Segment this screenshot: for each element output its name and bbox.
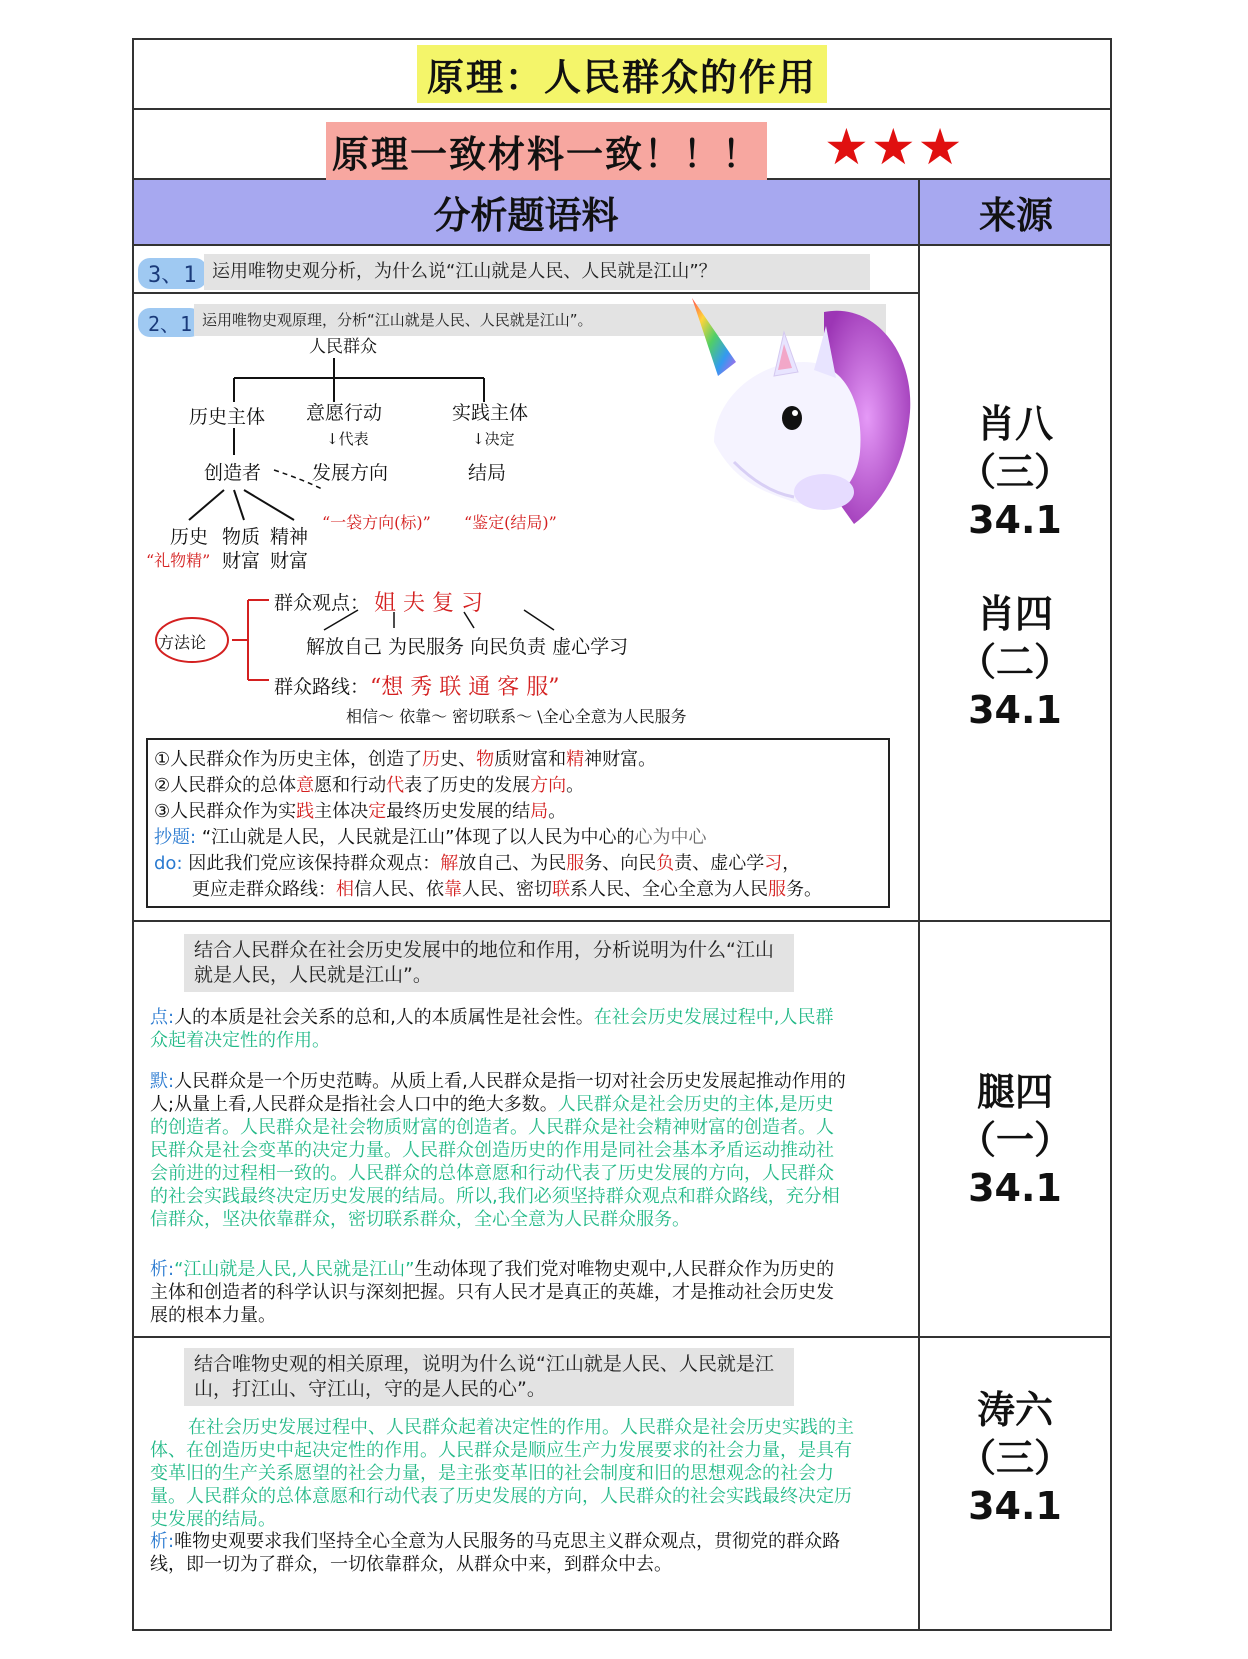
mo-paragraph: 默:人民群众是一个历史范畴。从质上看,人民群众是指一切对社会历史发展起推动作用的人;从量上看,人民群众是指社会人口中的绝大多数。人民群众是社会历史的主体,是历史的创造者。人民群众是社会物质财富的创造者。人民群众是社会精神财富的创造者。人民群众是社会变革的决定力量。人民群众创造历史的作用是同社会基本矛盾运动推动社会前进的过程相一致的。人民群众的总体意愿和行动代表了历史发展的方向，人民群众的社会实践最终决定历史发展的结局。所以,我们必须坚持群众观点和群众路线，充分相信群众，坚决依靠群众，密切联系群众，全心全意为人民群众服务。 — [150, 1071, 846, 1230]
star-rating: ★★★ — [824, 118, 965, 176]
mindmap-node: 财富 — [222, 550, 261, 572]
question-1: 运用唯物史观分析，为什么说“江山就是人民、人民就是江山”？ — [204, 254, 870, 290]
mindmap-mnemonic: “礼物精” — [146, 551, 211, 570]
mindmap-mnemonic: “鉴定(结局)” — [464, 513, 557, 532]
title-row — [134, 40, 1110, 110]
source-label: （三） — [957, 450, 1072, 494]
mindmap-node: 实践主体 — [452, 402, 529, 424]
divider — [134, 1336, 1110, 1338]
source-label: （二） — [957, 640, 1072, 684]
mindmap-root: 人民群众 — [309, 337, 377, 357]
source-number: 34.1 — [968, 1166, 1062, 1210]
mindmap-node: 历史主体 — [189, 406, 266, 428]
source-number: 34.1 — [968, 688, 1062, 732]
header-analysis: 分析题语料 — [433, 194, 619, 237]
header-source: 来源 — [918, 180, 1112, 244]
question-number: 2、1 — [138, 308, 202, 337]
mindmap-node: 相信～ 依靠～ 密切联系～ \全心全意为人民服务 — [346, 707, 687, 726]
subtitle: 原理一致材料一致！！！ — [326, 122, 767, 180]
mindmap-mnemonic: 姐 夫 复 习 — [374, 591, 483, 616]
mindmap-mnemonic: “想 秀 联 通 客 服” — [370, 675, 560, 700]
point-1: ①人民群众作为历史主体，创造了历史、物质财富和精神财富。 — [154, 749, 657, 770]
mindmap-node: 创造者 — [204, 462, 262, 484]
mindmap-node: 结局 — [468, 462, 507, 484]
mindmap-node: 物质 — [222, 526, 261, 548]
mindmap-mnemonic: “一袋方向(标)” — [322, 513, 431, 532]
mindmap-method: 方法论 — [158, 633, 207, 652]
question-3: 结合人民群众在社会历史发展中的地位和作用，分析说明为什么“江山就是人民，人民就是江山”。 — [184, 934, 794, 992]
mindmap-node: ↓代表 — [326, 430, 369, 448]
dian-paragraph: 点:人的本质是社会关系的总和,人的本质属性是社会性。在社会历史发展过程中,人民群众起着决定性的作用。 — [150, 1007, 834, 1051]
source-label: （三） — [957, 1436, 1072, 1480]
source-label: 涛六 — [976, 1388, 1053, 1432]
source-cell — [920, 1386, 1110, 1530]
point-2: ②人民群众的总体意愿和行动代表了历史的发展方向。 — [154, 775, 585, 796]
source-number: 34.1 — [968, 1484, 1062, 1528]
header-row — [134, 180, 1110, 246]
mindmap-node: 群众路线： — [274, 676, 370, 698]
source-label: 肖四 — [976, 592, 1053, 636]
mindmap-node: ↓决定 — [472, 430, 515, 448]
subtitle-row — [134, 110, 1110, 180]
mindmap-node: 发展方向 — [312, 462, 389, 484]
body-paragraph: 在社会历史发展过程中、人民群众起着决定性的作用。人民群众是社会历史实践的主体、在创造历史中起决定性的作用。人民群众是顺应生产力发展要求的社会力量，是具有变革旧的生产关系愿望的社会力量，是主张变革旧的社会制度和旧的思想观念的社会力量。人民群众的总体意愿和行动代表了历史发展的方向，人民群众的社会实践最终决定历史发展的结局。 — [150, 1417, 854, 1530]
question-number: 3、1 — [138, 258, 207, 289]
source-number: 34.1 — [968, 498, 1062, 542]
xi-paragraph: 析:“江山就是人民,人民就是江山”生动体现了我们党对唯物史观中,人民群众作为历史的主体和创造者的科学认识与深刻把握。只有人民才是真正的英雄，才是推动社会历史发展的根本力量。 — [150, 1259, 835, 1326]
divider — [134, 920, 1110, 922]
source-label: 肖八 — [976, 402, 1053, 446]
source-label: 腿四 — [976, 1070, 1053, 1114]
mindmap-node: 群众观点： — [274, 592, 370, 614]
summary-box — [146, 738, 890, 908]
mindmap-node: 解放自己 为民服务 向民负责 虚心学习 — [306, 636, 629, 658]
source-cell — [920, 400, 1110, 734]
mindmap-node: 历史 — [170, 526, 209, 548]
mindmap-node: 意愿行动 — [306, 402, 383, 424]
do-line-1: do: 因此我们党应该保持群众观点：解放自己、为民服务、向民负责、虚心学习， — [154, 853, 801, 874]
mindmap-node: 财富 — [270, 550, 309, 572]
do-line-2: 更应走群众路线：相信人民、依靠人民、密切联系人民、全心全意为人民服务。 — [192, 879, 822, 900]
xi-paragraph: 析:唯物史观要求我们坚持全心全意为人民服务的马克思主义群众观点，贯彻党的群众路线，即一切为了群众，一切依靠群众，从群众中来，到群众中去。 — [150, 1531, 841, 1575]
chaoti-line: 抄题: “江山就是人民，人民就是江山”体现了以人民为中心的心为中心 — [154, 827, 707, 848]
question-2: 运用唯物史观原理，分析“江山就是人民、人民就是江山”。 — [194, 304, 886, 336]
source-cell — [920, 1068, 1110, 1212]
worksheet-table — [132, 38, 1112, 1631]
point-3: ③人民群众作为实践主体决定最终历史发展的结局。 — [154, 801, 567, 822]
mindmap-node: 精神 — [270, 526, 309, 548]
unicorn-icon — [674, 292, 920, 532]
question-4: 结合唯物史观的相关原理，说明为什么说“江山就是人民、人民就是江山，打江山、守江山，守的是人民的心”。 — [184, 1348, 794, 1406]
source-label: （一） — [957, 1118, 1072, 1162]
page-title: 原理：人民群众的作用 — [417, 45, 827, 103]
